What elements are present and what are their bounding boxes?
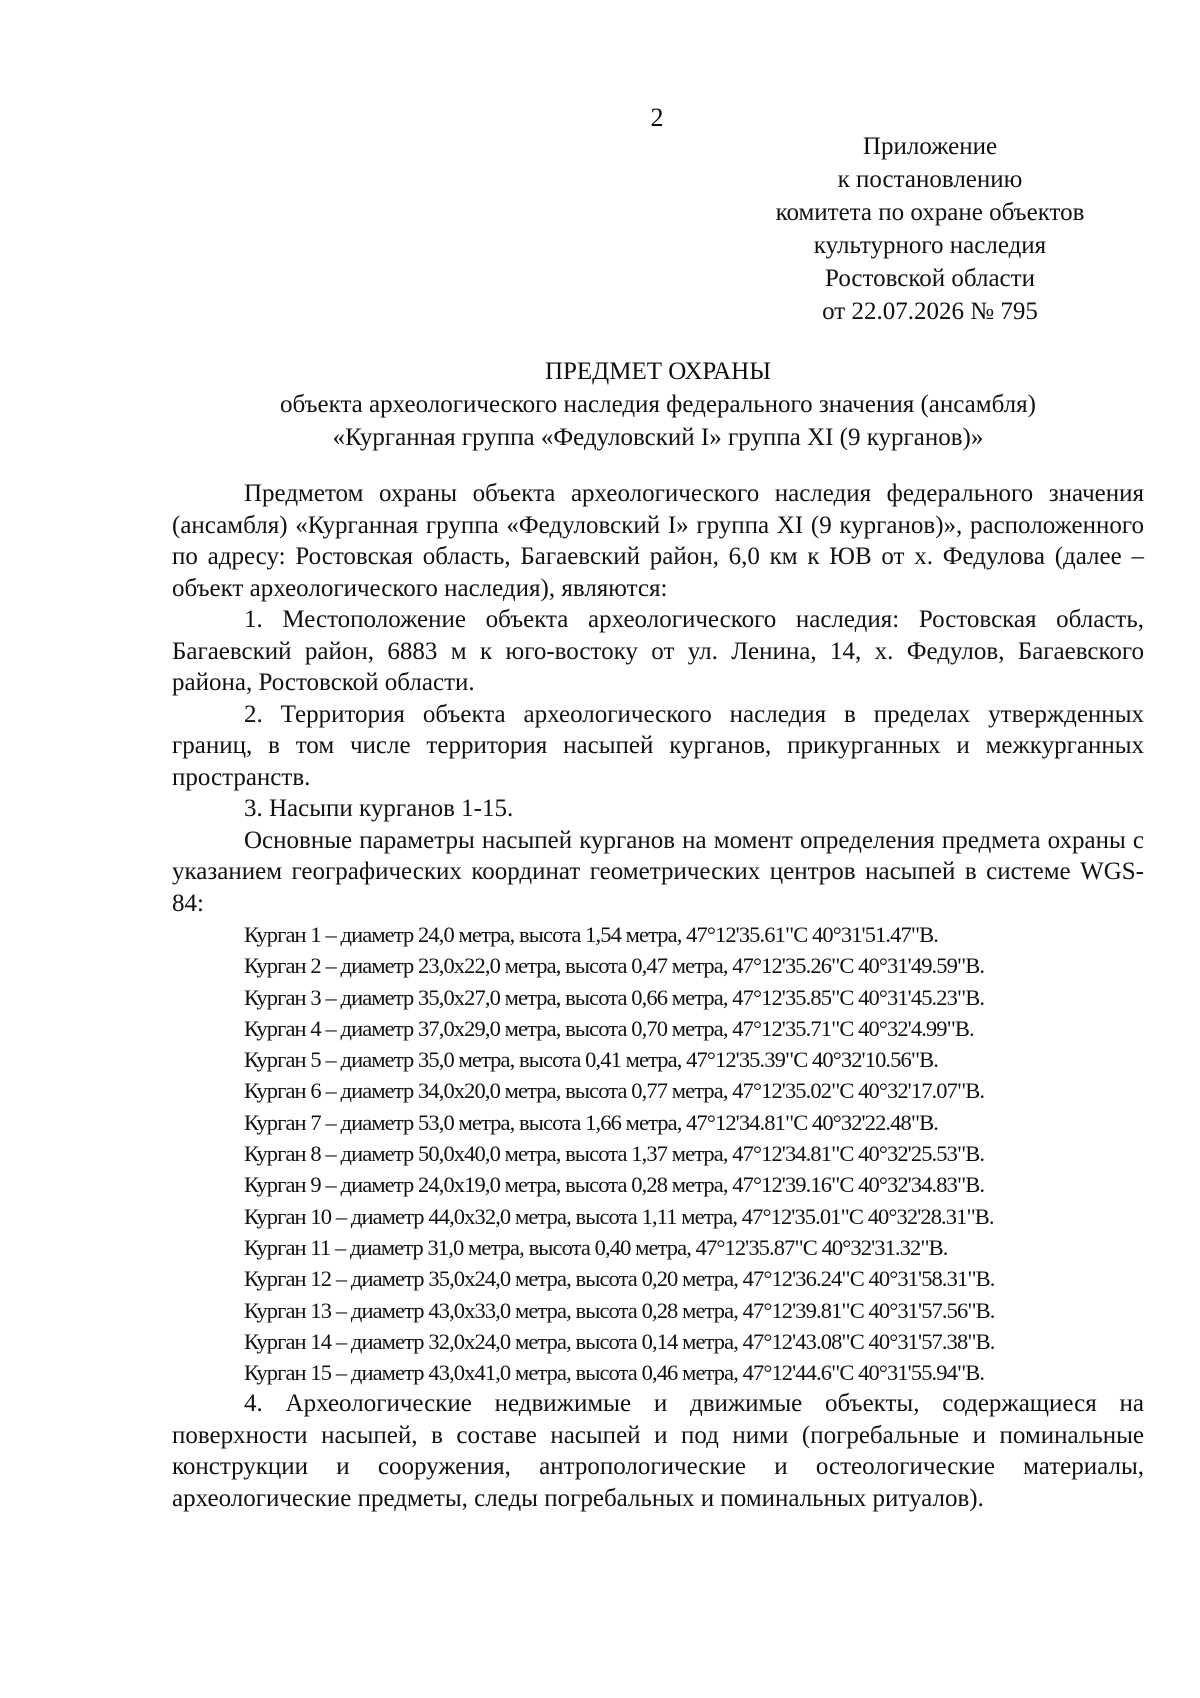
title-line: «Курганная группа «Федуловский I» группа XI (9 курганов)» bbox=[332, 424, 984, 451]
annex-line: к постановлению bbox=[837, 166, 1023, 193]
intro-paragraph: Предметом охраны объекта археологического наследия федерального значения (ансамбля) «Курганная группа «Федуловский I» группа XI (9 курганов)», расположенного по адресу: Ростовская область, Багаевский район, 6,0 км к ЮВ от х. Федулова (далее – объект археологического наследия), являются: bbox=[172, 480, 1144, 602]
annex-line: комитета по охране объектов bbox=[775, 199, 1085, 226]
list-item: Курган 12 – диаметр 35,0х24,0 метра, высота 0,20 метра, 47°12'36.24"С 40°31'58.31"В. bbox=[244, 1266, 995, 1292]
title-line: объекта археологического наследия федерального значения (ансамбля) bbox=[280, 391, 1036, 418]
list-item: Курган 14 – диаметр 32,0х24,0 метра, высота 0,14 метра, 47°12'43.08"С 40°31'57.38"В. bbox=[244, 1328, 995, 1354]
item-location: 1. Местоположение объекта археологического наследия: Ростовская область, Багаевский район, 6883 м к юго-востоку от ул. Ленина, 14, х. Федулов, Багаевского района, Ростовской области. bbox=[172, 606, 1144, 696]
list-item: Курган 7 – диаметр 53,0 метра, высота 1,66 метра, 47°12'34.81"С 40°32'22.48"В. bbox=[244, 1109, 938, 1135]
list-item: Курган 15 – диаметр 43,0х41,0 метра, высота 0,46 метра, 47°12'44.6"С 40°31'55.94"В. bbox=[244, 1360, 985, 1386]
document-title bbox=[172, 355, 1144, 454]
list-item: Курган 2 – диаметр 23,0х22,0 метра, высота 0,47 метра, 47°12'35.26"С 40°31'49.59"В. bbox=[244, 953, 985, 979]
list-item: Курган 4 – диаметр 37,0х29,0 метра, высота 0,70 метра, 47°12'35.71"С 40°32'4.99"В. bbox=[244, 1015, 974, 1041]
annex-block bbox=[720, 130, 1140, 328]
kurgan-list bbox=[172, 919, 1144, 1388]
annex-line: культурного наследия bbox=[813, 232, 1047, 259]
annex-line: от 22.07.2026 № 795 bbox=[822, 298, 1038, 325]
list-item: Курган 10 – диаметр 44,0х32,0 метра, высота 1,11 метра, 47°12'35.01"С 40°32'28.31"В. bbox=[244, 1203, 994, 1229]
list-item: Курган 6 – диаметр 34,0х20,0 метра, высота 0,77 метра, 47°12'35.02"С 40°32'17.07"В. bbox=[244, 1078, 985, 1104]
list-item: Курган 8 – диаметр 50,0х40,0 метра, высота 1,37 метра, 47°12'34.81"С 40°32'25.53"В. bbox=[244, 1141, 985, 1167]
list-item: Курган 3 – диаметр 35,0х27,0 метра, высота 0,66 метра, 47°12'35.85"С 40°31'45.23"В. bbox=[244, 984, 985, 1010]
annex-line: Ростовской области bbox=[825, 265, 1035, 292]
item-artifacts: 4. Археологические недвижимые и движимые объекты, содержащиеся на поверхности насыпей, в составе насыпей и под ними (погребальные и поминальные конструкции и сооружения, антропологические и остеологические материалы, археологические предметы, следы погребальных и поминальных ритуалов). bbox=[172, 1390, 1144, 1512]
item-territory: 2. Территория объекта археологического наследия в пределах утвержденных границ, в том числе территория насыпей курганов, прикурганных и межкурганных пространств. bbox=[172, 700, 1144, 791]
list-item: Курган 11 – диаметр 31,0 метра, высота 0,40 метра, 47°12'35.87"С 40°32'31.32"В. bbox=[244, 1234, 948, 1260]
document-body bbox=[172, 478, 1144, 1514]
annex-line: Приложение bbox=[862, 133, 998, 160]
list-item: Курган 9 – диаметр 24,0х19,0 метра, высота 0,28 метра, 47°12'39.16"С 40°32'34.83"В. bbox=[244, 1172, 985, 1198]
list-item: Курган 13 – диаметр 43,0х33,0 метра, высота 0,28 метра, 47°12'39.81"С 40°31'57.56"В. bbox=[244, 1297, 995, 1323]
page-number: 2 bbox=[650, 103, 664, 132]
list-item: Курган 5 – диаметр 35,0 метра, высота 0,41 метра, 47°12'35.39"С 40°32'10.56"В. bbox=[244, 1047, 938, 1073]
title-heading: ПРЕДМЕТ ОХРАНЫ bbox=[544, 358, 772, 385]
item-mounds: 3. Насыпи курганов 1-15. bbox=[244, 795, 514, 822]
params-intro: Основные параметры насыпей курганов на момент определения предмета охраны с указанием географических координат геометрических центров насыпей в системе WGS-84: bbox=[172, 826, 1144, 917]
list-item: Курган 1 – диаметр 24,0 метра, высота 1,54 метра, 47°12'35.61"С 40°31'51.47"В. bbox=[244, 922, 938, 947]
